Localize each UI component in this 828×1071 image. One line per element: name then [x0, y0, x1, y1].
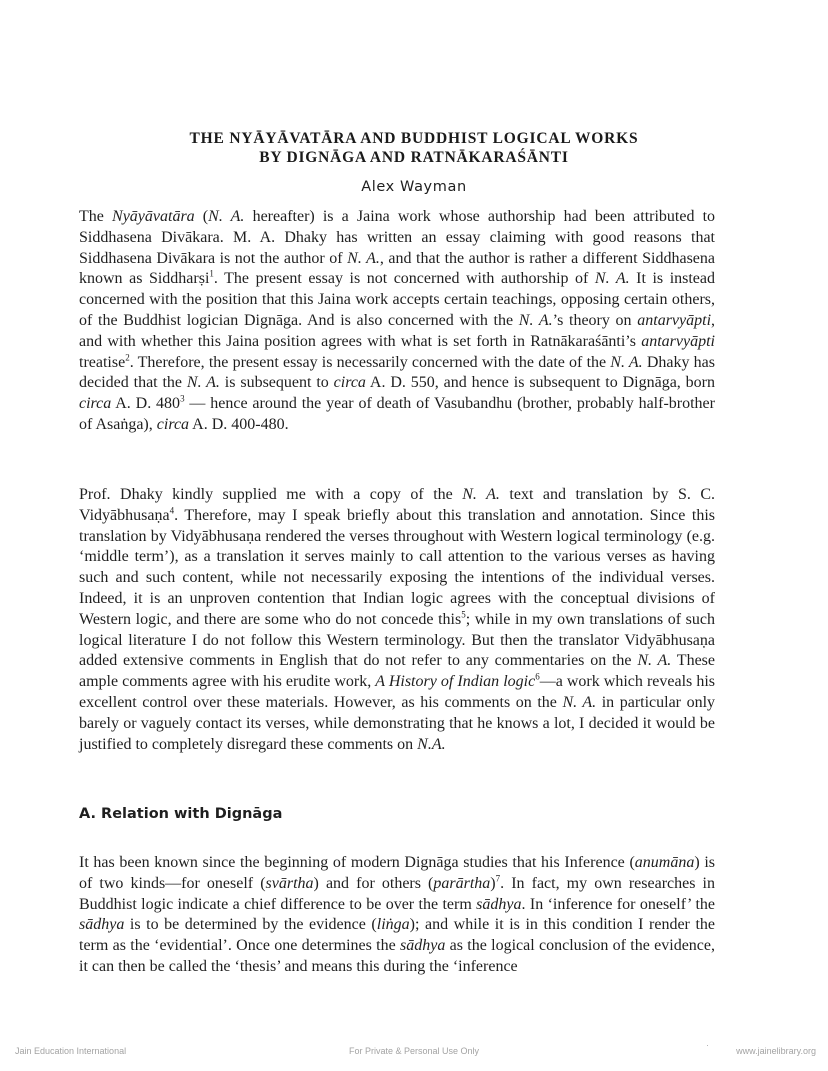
paragraph-section-a: It has been known since the beginning of modern Dignāga studies that his Inference (anumāna) is of two kinds—for oneself (svārtha) and for others (parārtha)$^7$. In fact, my own researches in Buddhist logic indicate a chief difference to be over the term sādhya. In ‘inference for oneself’ the sādhya is to be determined by the evidence (liṅga); and while it is in this condition I render the term as the ‘evidential’. Once one determines the sādhya as the logical conclusion of the evidence, it can then be called the ‘thesis’ and means this during the ‘inference	[79, 854, 716, 975]
footer-left: Jain Education International	[15, 1046, 127, 1056]
footer-right[interactable]: www.jainelibrary.org	[736, 1046, 816, 1056]
title-line-1: THE NYĀYĀVATĀRA AND BUDDHIST LOGICAL WORKS	[189, 130, 639, 147]
footer-center: For Private & Personal Use Only	[348, 1046, 480, 1056]
section-heading-a: A. Relation with Dignāga	[79, 806, 283, 822]
author-name: Alex Wayman	[361, 179, 467, 195]
title-line-2: BY DIGNĀGA AND RATNĀKARAŚĀNTI	[259, 149, 569, 166]
paragraph-translation: Prof. Dhaky kindly supplied me with a copy of the N. A. text and translation by S. C. Vidyābhusaṇa$^4$. Therefore, may I speak briefly about this translation and annotation. Since this translation by Vidyābhusaṇa rendered the verses throughout with Western logical terminology (e.g. ‘middle term’), as a translation it serves mainly to call attention to the various verses as having such and such content, while not necessarily exposing the intentions of the individual verses. Indeed, it is an unproven contention that Indian logic agrees with the conceptual divisions of Western logic, and there are some who do not concede this$^5$; while in my own translations of such logical literature I do not follow this Western terminology. But then the translator Vidyābhusaṇa added extensive comments in English that do not refer to any commentaries on the N. A. These ample comments agree with his erudite work, A History of Indian logic$^6$—a work which reveals his excellent control over these materials. However, as his comments on the N. A. in particular only barely or vaguely contact its verses, while demonstrating that he knows a lot, I decided it would be justified to completely disregard these comments on N.A.	[79, 486, 716, 753]
paragraph-intro: The Nyāyāvatāra (N. A. hereafter) is a Jaina work whose authorship had been attributed to Siddhasena Divākara. M. A. Dhaky has written an essay claiming with good reasons that Siddhasena Divākara is not the author of N. A., and that the author is rather a different Siddhasena known as Siddharṣi$^1$. The present essay is not concerned with authorship of N. A. It is instead concerned with the position that this Jaina work accepts certain teachings, opposing certain others, of the Buddhist logician Dignāga. And is also concerned with the N. A.’s theory on antarvyāpti, and with whether this Jaina position agrees with what is set forth in Ratnākaraśānti’s antarvyāpti treatise$^2$. Therefore, the present essay is necessarily concerned with the date of the N. A. Dhaky has decided that the N. A. is subsequent to circa A. D. 550, and hence is subsequent to Dignāga, born circa A. D. $480^3$ — hence around the year of death of Vasubandhu (brother, probably half-brother of Asaṅga), circa A. D. 400-480.	[79, 208, 716, 433]
corner-mark: ·	[706, 1040, 709, 1050]
